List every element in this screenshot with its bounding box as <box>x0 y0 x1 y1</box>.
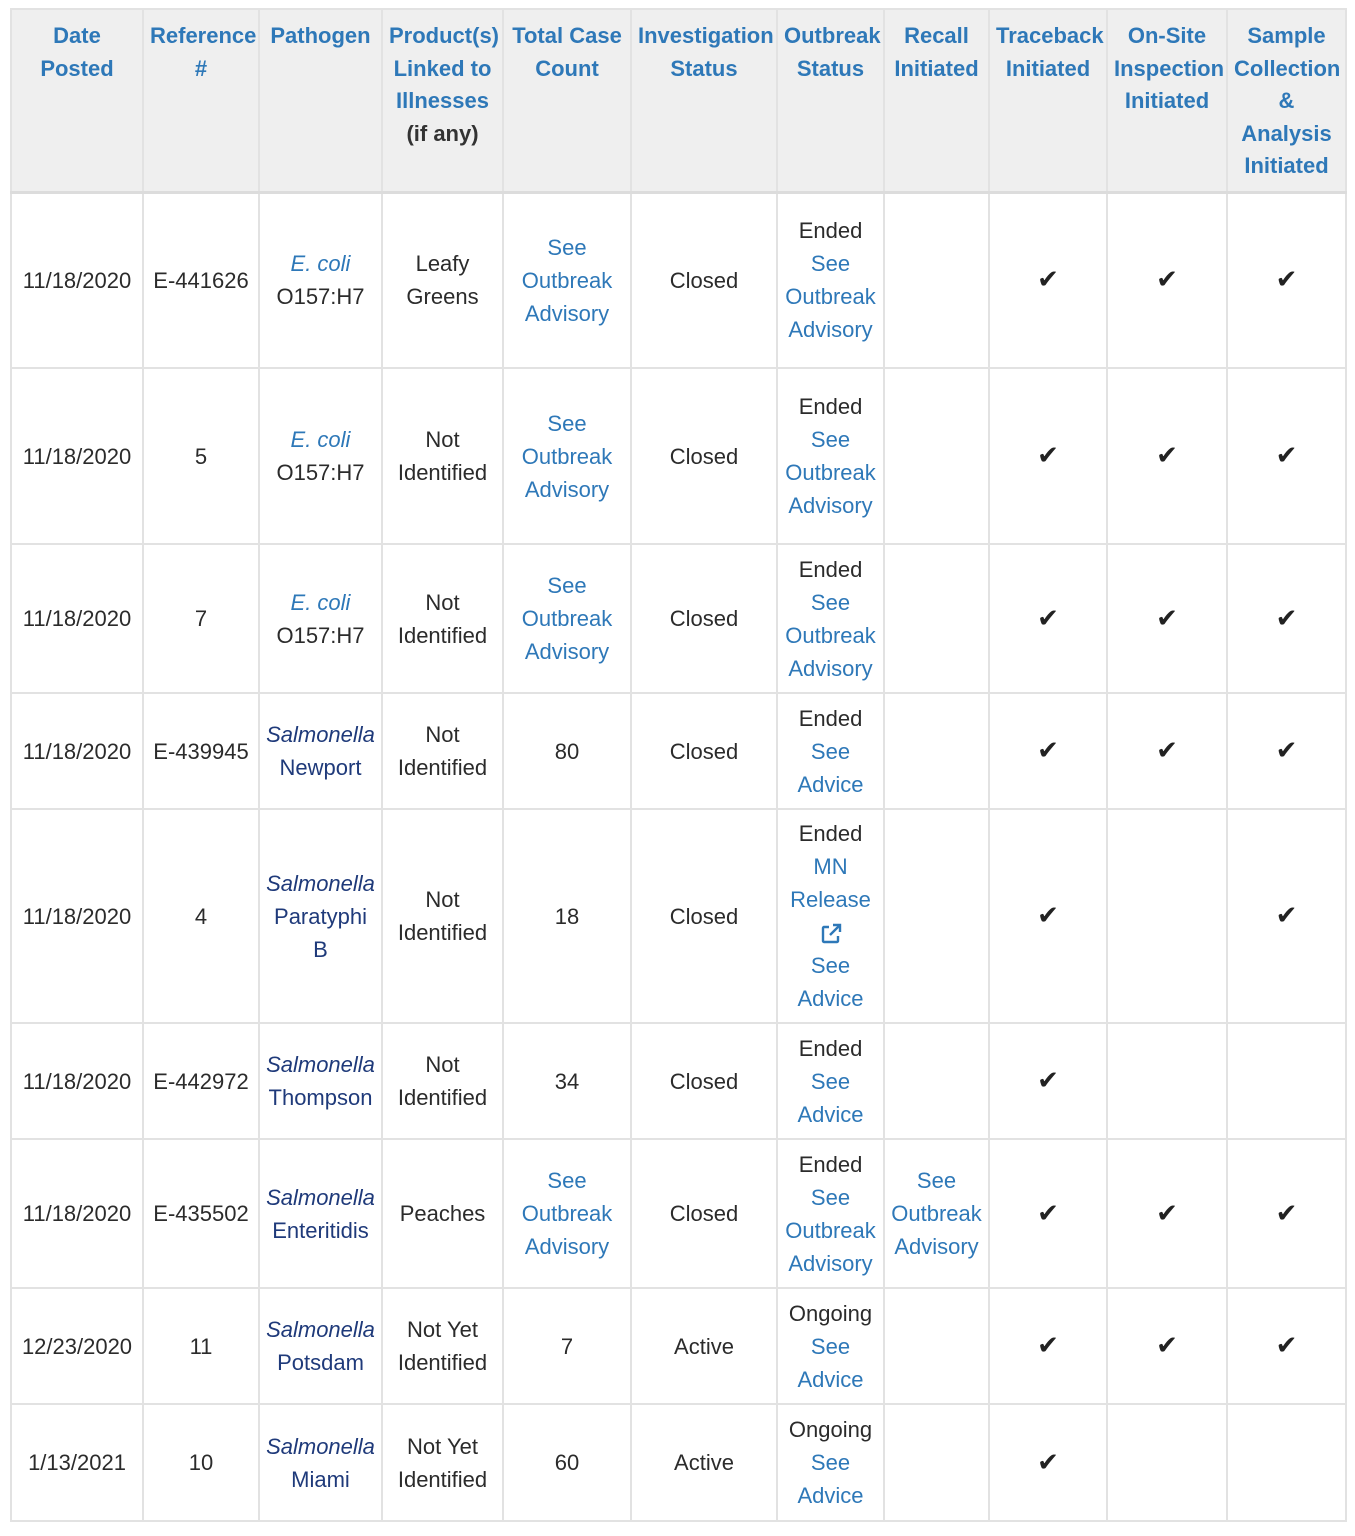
cell-products <box>382 1023 503 1139</box>
cell-investigation-status: Closed <box>631 1139 777 1288</box>
cell-case-count <box>503 368 631 544</box>
outbreak-status-text: Ended <box>798 394 863 419</box>
outbreak-advisory-link[interactable]: See Outbreak Advisory <box>521 573 613 664</box>
cell-sample-collection <box>1227 1023 1346 1139</box>
table-row <box>11 1139 1346 1288</box>
outbreak-advisory-link[interactable] <box>784 247 877 346</box>
cell-date-posted: 12/23/2020 <box>11 1288 143 1404</box>
cell-pathogen <box>259 1139 382 1288</box>
header-outbreak-status[interactable]: Outbreak Status <box>777 9 884 192</box>
cell-sample-collection <box>1227 1139 1346 1288</box>
cell-onsite-inspection <box>1107 809 1227 1023</box>
cell-recall-initiated <box>884 809 989 1023</box>
mn-release-link[interactable] <box>784 850 877 949</box>
checkmark-icon: ✔ <box>1275 735 1298 765</box>
cell-products <box>382 1404 503 1521</box>
cell-recall-initiated <box>884 368 989 544</box>
table-row <box>11 1404 1346 1521</box>
cell-reference: E-439945 <box>143 693 259 809</box>
cell-date-posted: 11/18/2020 <box>11 809 143 1023</box>
cell-case-count <box>503 1404 631 1521</box>
cell-sample-collection <box>1227 192 1346 368</box>
case-count-value: 60 <box>554 1450 580 1475</box>
cell-sample-collection <box>1227 544 1346 693</box>
header-pathogen[interactable]: Pathogen <box>259 9 382 192</box>
link-label: See Outbreak Advisory <box>785 1184 876 1276</box>
cell-sample-collection <box>1227 1404 1346 1521</box>
cell-traceback-initiated <box>989 1288 1107 1404</box>
cell-pathogen <box>259 544 382 693</box>
header-reference[interactable]: Reference # <box>143 9 259 192</box>
outbreak-status-text: Ended <box>798 1035 863 1061</box>
outbreak-advisory-link[interactable] <box>784 586 877 685</box>
link-label: See Advice <box>797 1068 864 1127</box>
checkmark-icon: ✔ <box>1037 1197 1059 1228</box>
header-sample-collection[interactable]: Sample Collection & Analysis Initiated <box>1227 9 1346 192</box>
table-body <box>11 192 1346 1521</box>
cell-date-posted: 11/18/2020 <box>11 544 143 693</box>
table-row <box>11 693 1346 809</box>
cell-sample-collection <box>1227 693 1346 809</box>
cell-pathogen <box>259 1023 382 1139</box>
product-text: Not Identified <box>397 427 488 485</box>
outbreak-status-text: Ongoing <box>788 1417 873 1442</box>
cell-traceback-initiated <box>989 693 1107 809</box>
cell-case-count <box>503 1288 631 1404</box>
checkmark-icon: ✔ <box>1275 602 1298 633</box>
pathogen-serotype[interactable]: Newport <box>279 755 362 780</box>
outbreak-advisory-link[interactable]: See Outbreak Advisory <box>521 1168 613 1259</box>
pathogen-serotype: O157:H7 <box>276 460 365 485</box>
cell-date-posted: 1/13/2021 <box>11 1404 143 1521</box>
header-products[interactable]: Product(s) Linked to Illnesses (if any) <box>382 9 503 192</box>
cell-traceback-initiated <box>989 1404 1107 1521</box>
cell-case-count <box>503 693 631 809</box>
cell-onsite-inspection <box>1107 1139 1227 1288</box>
cell-products <box>382 192 503 368</box>
pathogen-genus-link[interactable]: E. coli <box>290 589 351 615</box>
cell-onsite-inspection <box>1107 1023 1227 1139</box>
pathogen-serotype[interactable]: Enteritidis <box>272 1217 369 1243</box>
table-row <box>11 809 1346 1023</box>
pathogen-genus-link[interactable]: E. coli <box>290 251 351 277</box>
outbreak-advisory-link[interactable]: See Outbreak Advisory <box>521 234 613 326</box>
outbreak-table-container <box>10 8 1345 1522</box>
cell-outbreak-status <box>777 1288 884 1404</box>
outbreak-status-text: Ended <box>798 1151 863 1177</box>
cell-case-count <box>503 809 631 1023</box>
header-case-count[interactable]: Total Case Count <box>503 9 631 192</box>
cell-outbreak-status <box>777 1139 884 1288</box>
header-investigation-status[interactable]: Investigation Status <box>631 9 777 192</box>
checkmark-icon: ✔ <box>1275 1330 1298 1360</box>
pathogen-genus-link[interactable]: Salmonella <box>266 1317 375 1342</box>
product-text: Not Yet Identified <box>397 1317 488 1375</box>
product-text: Not Identified <box>397 887 488 945</box>
pathogen-serotype: O157:H7 <box>276 284 365 310</box>
outbreak-status-text: Ended <box>798 705 863 731</box>
case-count-value: 80 <box>554 738 580 764</box>
see-advice-link[interactable] <box>784 949 877 1015</box>
cell-recall-initiated <box>884 1288 989 1404</box>
pathogen-serotype[interactable]: Potsdam <box>277 1350 364 1375</box>
pathogen-genus-link[interactable]: Salmonella <box>266 1052 375 1077</box>
cell-recall-initiated <box>884 544 989 693</box>
cell-pathogen <box>259 192 382 368</box>
link-label: See Outbreak Advisory <box>785 427 876 518</box>
see-advice-link[interactable] <box>784 735 877 801</box>
pathogen-serotype: O157:H7 <box>276 622 365 648</box>
header-products-sub: (if any) <box>406 120 479 146</box>
cell-investigation-status: Closed <box>631 1023 777 1139</box>
cell-reference: E-435502 <box>143 1139 259 1288</box>
cell-investigation-status: Closed <box>631 544 777 693</box>
table-row <box>11 368 1346 544</box>
table-row <box>11 192 1346 368</box>
checkmark-icon: ✔ <box>1156 440 1178 470</box>
outbreak-advisory-link[interactable]: See Outbreak Advisory <box>521 410 613 502</box>
cell-products <box>382 1139 503 1288</box>
link-label: See Advice <box>797 738 864 797</box>
checkmark-icon: ✔ <box>1037 900 1059 930</box>
link-label: See Advice <box>797 1333 864 1392</box>
pathogen-serotype[interactable]: Miami <box>291 1466 350 1492</box>
link-label: See Advice <box>797 1450 864 1508</box>
case-count-value: 34 <box>554 1068 580 1094</box>
cell-traceback-initiated <box>989 192 1107 368</box>
cell-case-count <box>503 192 631 368</box>
checkmark-icon: ✔ <box>1037 602 1059 633</box>
checkmark-icon: ✔ <box>1037 264 1059 295</box>
cell-onsite-inspection <box>1107 368 1227 544</box>
checkmark-icon: ✔ <box>1156 1197 1178 1228</box>
checkmark-icon: ✔ <box>1037 440 1059 470</box>
cell-investigation-status: Closed <box>631 693 777 809</box>
table-header-row <box>11 9 1346 192</box>
cell-traceback-initiated <box>989 544 1107 693</box>
cell-pathogen <box>259 1288 382 1404</box>
cell-pathogen <box>259 1404 382 1521</box>
cell-traceback-initiated <box>989 1139 1107 1288</box>
product-text: Not Identified <box>397 1052 488 1110</box>
cell-date-posted: 11/18/2020 <box>11 368 143 544</box>
table-row <box>11 1023 1346 1139</box>
outbreak-status-text: Ended <box>798 556 863 582</box>
cell-outbreak-status <box>777 1404 884 1521</box>
recall-advisory-link[interactable]: See Outbreak Advisory <box>891 1168 982 1259</box>
checkmark-icon: ✔ <box>1037 1446 1059 1477</box>
pathogen-genus-link[interactable]: Salmonella <box>266 870 375 896</box>
checkmark-icon: ✔ <box>1275 264 1298 295</box>
cell-pathogen <box>259 368 382 544</box>
cell-recall-initiated <box>884 693 989 809</box>
pathogen-genus-link[interactable]: Salmonella <box>266 1184 375 1210</box>
checkmark-icon: ✔ <box>1037 735 1059 765</box>
cell-date-posted: 11/18/2020 <box>11 1139 143 1288</box>
cell-products <box>382 544 503 693</box>
cell-case-count <box>503 1139 631 1288</box>
cell-reference: 11 <box>143 1288 259 1404</box>
cell-outbreak-status <box>777 693 884 809</box>
cell-outbreak-status <box>777 192 884 368</box>
cell-recall-initiated <box>884 192 989 368</box>
pathogen-serotype[interactable]: Paratyphi B <box>274 903 367 962</box>
see-advice-link[interactable] <box>784 1446 877 1512</box>
cell-reference: 10 <box>143 1404 259 1521</box>
outbreak-status-text: Ended <box>798 218 863 244</box>
product-text: Leafy Greens <box>406 251 479 310</box>
cell-sample-collection <box>1227 1288 1346 1404</box>
cell-date-posted: 11/18/2020 <box>11 1023 143 1139</box>
cell-pathogen <box>259 809 382 1023</box>
header-date-posted[interactable]: Date Posted <box>11 9 143 192</box>
cell-products <box>382 368 503 544</box>
cell-outbreak-status <box>777 809 884 1023</box>
cell-onsite-inspection <box>1107 693 1227 809</box>
cell-onsite-inspection <box>1107 1288 1227 1404</box>
case-count-value: 7 <box>560 1333 574 1359</box>
cell-investigation-status: Closed <box>631 809 777 1023</box>
cell-sample-collection <box>1227 809 1346 1023</box>
cell-reference: 5 <box>143 368 259 544</box>
cell-onsite-inspection <box>1107 192 1227 368</box>
checkmark-icon: ✔ <box>1156 602 1178 633</box>
outbreak-advisory-link[interactable] <box>784 423 877 522</box>
pathogen-serotype[interactable]: Thompson <box>268 1085 373 1110</box>
table-row <box>11 544 1346 693</box>
header-onsite-inspection[interactable]: On-Site Inspection Initiated <box>1107 9 1227 192</box>
header-recall-initiated[interactable]: Recall Initiated <box>884 9 989 192</box>
cell-investigation-status: Closed <box>631 368 777 544</box>
pathogen-genus-link[interactable]: Salmonella <box>266 1433 375 1459</box>
see-advice-link[interactable] <box>784 1065 877 1131</box>
table-row <box>11 1288 1346 1404</box>
cell-case-count <box>503 1023 631 1139</box>
see-advice-link[interactable] <box>784 1330 877 1396</box>
cell-investigation-status: Active <box>631 1288 777 1404</box>
checkmark-icon: ✔ <box>1275 440 1298 470</box>
link-label: See Advice <box>797 953 864 1011</box>
cell-products <box>382 809 503 1023</box>
header-traceback-initiated[interactable]: Traceback Initiated <box>989 9 1107 192</box>
outbreak-investigations-table <box>10 8 1347 1522</box>
cell-sample-collection <box>1227 368 1346 544</box>
cell-recall-initiated <box>884 1139 989 1288</box>
cell-reference: E-441626 <box>143 192 259 368</box>
checkmark-icon: ✔ <box>1037 1330 1059 1360</box>
outbreak-advisory-link[interactable] <box>784 1181 877 1280</box>
pathogen-genus-link[interactable]: E. coli <box>290 427 351 452</box>
cell-traceback-initiated <box>989 809 1107 1023</box>
cell-pathogen <box>259 693 382 809</box>
checkmark-icon: ✔ <box>1156 264 1178 295</box>
product-text: Not Yet Identified <box>397 1433 488 1492</box>
cell-investigation-status: Active <box>631 1404 777 1521</box>
checkmark-icon: ✔ <box>1037 1065 1059 1095</box>
cell-products <box>382 693 503 809</box>
case-count-value: 18 <box>554 903 580 929</box>
cell-traceback-initiated <box>989 1023 1107 1139</box>
outbreak-status-text: Ended <box>798 821 863 846</box>
checkmark-icon: ✔ <box>1156 735 1178 765</box>
cell-traceback-initiated <box>989 368 1107 544</box>
link-label: MN Release <box>790 854 871 912</box>
checkmark-icon: ✔ <box>1156 1330 1178 1360</box>
cell-recall-initiated <box>884 1404 989 1521</box>
product-text: Peaches <box>399 1201 486 1226</box>
cell-products <box>382 1288 503 1404</box>
pathogen-genus-link[interactable]: Salmonella <box>266 722 375 747</box>
cell-outbreak-status <box>777 1023 884 1139</box>
cell-onsite-inspection <box>1107 544 1227 693</box>
link-label: See Outbreak Advisory <box>785 251 876 343</box>
cell-reference: 4 <box>143 809 259 1023</box>
cell-date-posted: 11/18/2020 <box>11 693 143 809</box>
cell-reference: E-442972 <box>143 1023 259 1139</box>
product-text: Not Identified <box>397 722 488 780</box>
cell-outbreak-status <box>777 544 884 693</box>
cell-outbreak-status <box>777 368 884 544</box>
external-link-icon <box>819 922 843 946</box>
cell-recall-initiated <box>884 1023 989 1139</box>
cell-reference: 7 <box>143 544 259 693</box>
cell-date-posted: 11/18/2020 <box>11 192 143 368</box>
link-label: See Outbreak Advisory <box>785 589 876 681</box>
checkmark-icon: ✔ <box>1275 900 1298 930</box>
checkmark-icon: ✔ <box>1275 1197 1298 1228</box>
cell-investigation-status: Closed <box>631 192 777 368</box>
cell-onsite-inspection <box>1107 1404 1227 1521</box>
cell-case-count <box>503 544 631 693</box>
product-text: Not Identified <box>397 589 488 648</box>
outbreak-status-text: Ongoing <box>788 1300 873 1326</box>
